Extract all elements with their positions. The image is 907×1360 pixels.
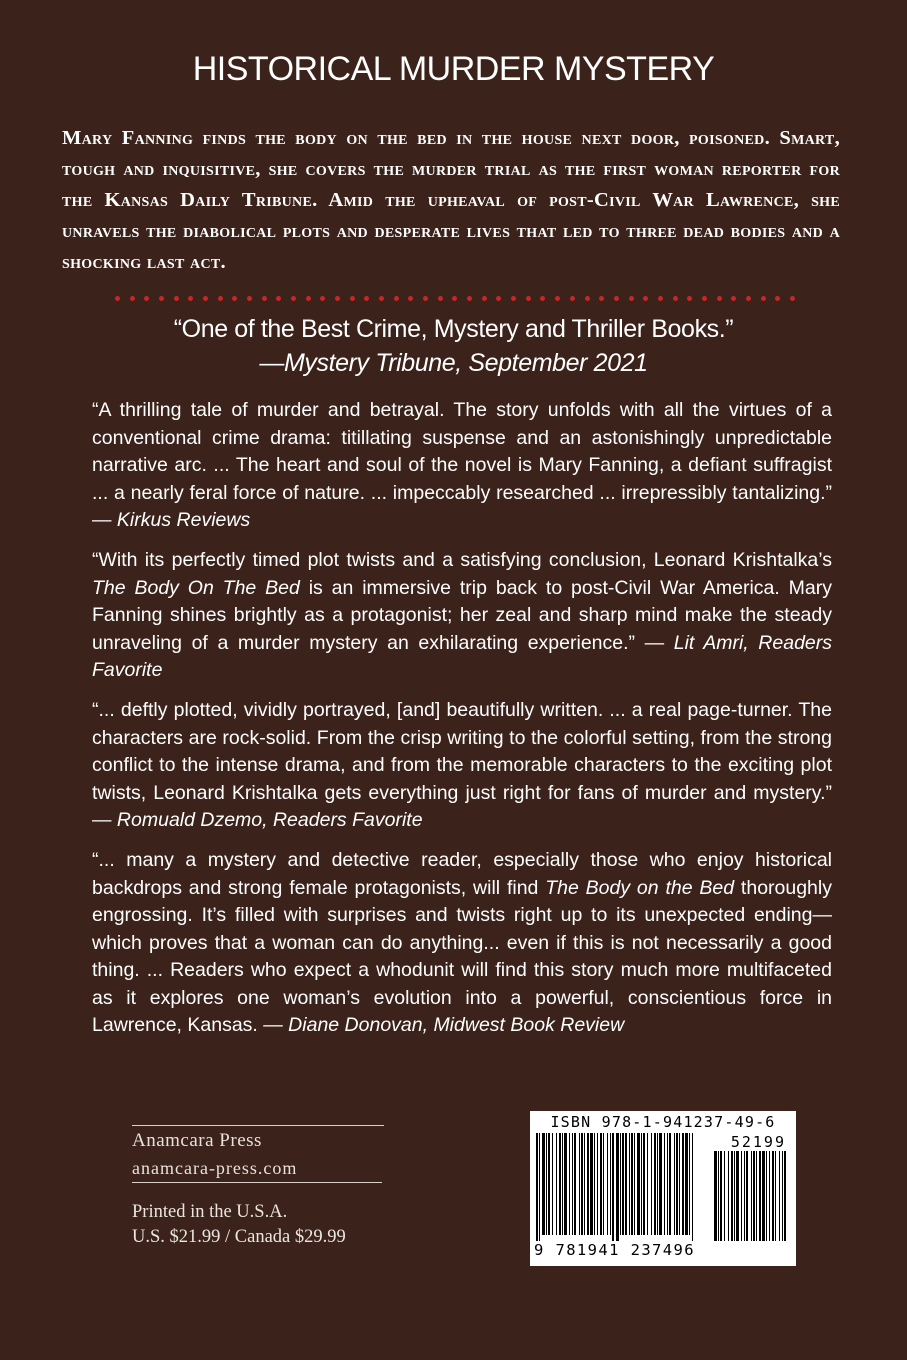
review-text: “... many a mystery and detective reader, especially those who enjoy historical backdrops and strong female protagonists, will find: [92, 848, 832, 899]
price-line: U.S. $21.99 / Canada $29.99: [132, 1227, 346, 1247]
divider-dot: [379, 296, 384, 301]
addon-bar: [741, 1151, 742, 1241]
review-source: — Diane Donovan, Midwest Book Review: [263, 1014, 625, 1037]
barcode-bar: [569, 1133, 570, 1235]
addon-bar: [762, 1151, 765, 1241]
divider-dot: [467, 296, 472, 301]
divider-dot: [526, 296, 531, 301]
barcode-bar: [637, 1133, 640, 1235]
barcode-bar: [607, 1133, 608, 1235]
divider-dot: [188, 296, 193, 301]
divider-dot: [218, 296, 223, 301]
barcode-bar: [610, 1133, 611, 1235]
divider-dot: [159, 296, 164, 301]
divider-dot: [673, 296, 678, 301]
divider-dot: [364, 296, 369, 301]
barcode-panel: [530, 1111, 796, 1266]
addon-bar: [724, 1151, 725, 1241]
barcode-bar: [572, 1133, 573, 1235]
publisher-url: anamcara-press.com: [132, 1158, 298, 1178]
divider-dot: [496, 296, 501, 301]
barcode-bar: [597, 1133, 598, 1235]
review-source: Lit Amri, Readers Favorite: [92, 631, 833, 682]
dotted-divider: [115, 294, 795, 302]
barcode-bar: [629, 1133, 630, 1235]
divider-dot: [717, 296, 722, 301]
addon-bar: [782, 1151, 783, 1241]
barcode-bar: [590, 1133, 593, 1235]
barcode-bar: [564, 1133, 567, 1235]
barcode-bar: [667, 1133, 668, 1235]
divider-dot: [746, 296, 751, 301]
divider-dot: [291, 296, 296, 301]
publisher-rule-bottom: [132, 1182, 382, 1183]
divider-dot: [350, 296, 355, 301]
barcode-bar: [559, 1133, 561, 1235]
review-paragraph: [92, 847, 832, 1040]
divider-dot: [702, 296, 707, 301]
barcode-bar: [600, 1133, 602, 1235]
addon-bar: [753, 1151, 755, 1241]
divider-dot: [658, 296, 663, 301]
addon-bar: [746, 1151, 748, 1241]
barcode-bar: [562, 1133, 563, 1235]
barcode-bar: [685, 1133, 688, 1235]
divider-dot: [687, 296, 692, 301]
review-text: “With its perfectly timed plot twists and a satisfying conclusion, Leonard Krishtalka’s: [92, 548, 832, 571]
review-source: The Body on the Bed: [545, 876, 735, 899]
divider-dot: [643, 296, 648, 301]
barcode-bar: [679, 1133, 680, 1235]
addon-bar: [751, 1151, 752, 1241]
review-source: Kirkus Reviews: [116, 509, 251, 532]
print-info: [132, 1200, 346, 1250]
isbn-text: ISBN 978-1-941237-49-6: [550, 1113, 776, 1131]
divider-dot: [482, 296, 487, 301]
divider-dot: [629, 296, 634, 301]
addon-bar: [759, 1151, 761, 1241]
barcode-bar: [631, 1133, 633, 1235]
barcode-bar: [542, 1133, 545, 1235]
divider-dot: [320, 296, 325, 301]
divider-dot: [570, 296, 575, 301]
barcode-bar: [603, 1133, 604, 1235]
addon-bar: [769, 1151, 770, 1241]
addon-bar: [772, 1151, 774, 1241]
divider-dot: [306, 296, 311, 301]
divider-dot: [452, 296, 457, 301]
divider-dot: [232, 296, 237, 301]
barcode-bar: [643, 1133, 645, 1235]
barcode-bar: [634, 1133, 635, 1235]
barcode-bar: [659, 1133, 662, 1235]
divider-dot: [247, 296, 252, 301]
divider-dot: [599, 296, 604, 301]
divider-dot: [540, 296, 545, 301]
divider-dot: [408, 296, 413, 301]
barcode-bar: [574, 1133, 576, 1235]
review-text: “A thrilling tale of murder and betrayal. The story unfolds with all the virtues of a conventional crime drama: titillating suspense and an astonishingly unpredictable narrative arc. ... The heart and soul of the novel is Mary Fanning, a defiant suffragist ... a nearly feral force of nature. ... impeccably researched ... irrepressibly tantalizing.” —: [92, 399, 832, 532]
divider-dot: [790, 296, 795, 301]
divider-dot: [144, 296, 149, 301]
divider-dot: [438, 296, 443, 301]
barcode-bar: [584, 1133, 585, 1235]
divider-dot: [115, 296, 120, 301]
printed-location: Printed in the U.S.A.: [132, 1202, 288, 1222]
divider-dot: [130, 296, 135, 301]
addon-bar: [734, 1151, 735, 1241]
price-code-text: 52199: [730, 1133, 786, 1151]
barcode-bar: [616, 1133, 619, 1241]
divider-dot: [731, 296, 736, 301]
review-text: “... deftly plotted, vividly portrayed, [and] beautifully written. ... a real page-turner. The characters are rock-solid. From the crisp writing to the colorful setting, from the strong conflict to the intense drama, and from the memorable characters to the exciting plot twists, Leonard Krishtalka gets everything just right for fans of murder and mystery.” —: [92, 698, 832, 832]
divider-dot: [276, 296, 281, 301]
divider-dot: [585, 296, 590, 301]
barcode-bar: [682, 1133, 684, 1235]
divider-dot: [775, 296, 780, 301]
barcode-bar: [587, 1133, 589, 1235]
addon-bar: [779, 1151, 780, 1241]
barcode-bar: [622, 1133, 624, 1235]
review-text: is an immersive trip back to post-Civil War America. Mary Fanning shines brightly as a protagonist; her zeal and sharp mind make the steady unraveling of a murder mystery an exhilarating experience.” —: [92, 576, 833, 654]
barcode-bar: [689, 1133, 690, 1235]
barcode-bar: [620, 1133, 621, 1235]
divider-dot: [335, 296, 340, 301]
addon-bar: [784, 1151, 786, 1241]
genre-headline: HISTORICAL MURDER MYSTERY: [192, 50, 715, 88]
addon-bar: [731, 1151, 733, 1241]
pull-quote: [0, 312, 907, 380]
addon-bar: [720, 1151, 722, 1241]
divider-dot: [262, 296, 267, 301]
barcode-bar: [625, 1133, 627, 1235]
barcode-bar: [612, 1133, 614, 1241]
review-list: [92, 397, 832, 1052]
barcode-bar: [692, 1133, 693, 1241]
addon-bar: [756, 1151, 757, 1241]
barcode-bar: [654, 1133, 656, 1235]
barcode-bar: [657, 1133, 658, 1235]
divider-dot: [203, 296, 208, 301]
barcode-bar: [647, 1133, 648, 1235]
review-paragraph: [92, 697, 832, 835]
pull-quote-text: “One of the Best Crime, Mystery and Thriller Books.”: [173, 315, 734, 343]
review-source: Romuald Dzemo, Readers Favorite: [116, 809, 423, 832]
publisher-block: [132, 1125, 384, 1183]
divider-dot: [174, 296, 179, 301]
addon-bar: [714, 1151, 717, 1241]
review-source: The Body On The Bed: [92, 576, 300, 599]
divider-dot: [761, 296, 766, 301]
barcode-bar: [536, 1133, 538, 1241]
addon-bar: [775, 1151, 776, 1241]
barcode-bar: [579, 1133, 580, 1235]
divider-dot: [614, 296, 619, 301]
barcode-bar: [548, 1133, 550, 1235]
divider-dot: [394, 296, 399, 301]
ean-digits-text: 9 781941 237496: [534, 1241, 695, 1259]
barcode-bar: [539, 1133, 540, 1241]
synopsis-paragraph: Mary Fanning finds the body on the bed in the house next door, poisoned. Smart, tough and inquisitive, she covers the murder trial as the first woman reporter for the Kansas Daily Tribune. Amid the upheaval of post-Civil War Lawrence, she unravels the diabolical plots and desperate lives that led to three dead bodies and a shocking last act.: [62, 127, 840, 273]
barcode-bar: [674, 1133, 675, 1235]
divider-dot: [511, 296, 516, 301]
review-paragraph: [92, 397, 832, 535]
barcode-bar: [546, 1133, 547, 1235]
publisher-rule-top: [132, 1125, 384, 1126]
addon-bar: [736, 1151, 739, 1241]
barcode-bar: [552, 1133, 553, 1235]
addon-bar: [718, 1151, 719, 1241]
addon-bar: [766, 1151, 767, 1241]
barcode-bar: [664, 1133, 665, 1235]
divider-dot: [423, 296, 428, 301]
barcode-bar: [594, 1133, 595, 1235]
barcode-bar: [676, 1133, 678, 1235]
barcode-bar: [556, 1133, 557, 1235]
barcode-bar: [581, 1133, 583, 1235]
review-text: thoroughly engrossing. It’s filled with surprises and twists right up to its unexpected ending—which proves that a woman can do anything... even if this is not necessarily a good thing. ... Readers who expect a whodunit will find this story much more multifaceted as it explores one woman’s evolution into a powerful, conscientious force in Lawrence, Kansas.: [92, 876, 832, 1037]
barcode-bar: [669, 1133, 671, 1235]
addon-bar: [744, 1151, 745, 1241]
addon-bar: [728, 1151, 729, 1241]
barcode-bar: [641, 1133, 642, 1235]
barcode-bar: [651, 1133, 652, 1235]
publisher-name: Anamcara Press: [132, 1130, 262, 1151]
divider-dot: [555, 296, 560, 301]
pull-quote-attribution: —Mystery Tribune, September 2021: [259, 349, 648, 377]
review-paragraph: [92, 547, 832, 685]
